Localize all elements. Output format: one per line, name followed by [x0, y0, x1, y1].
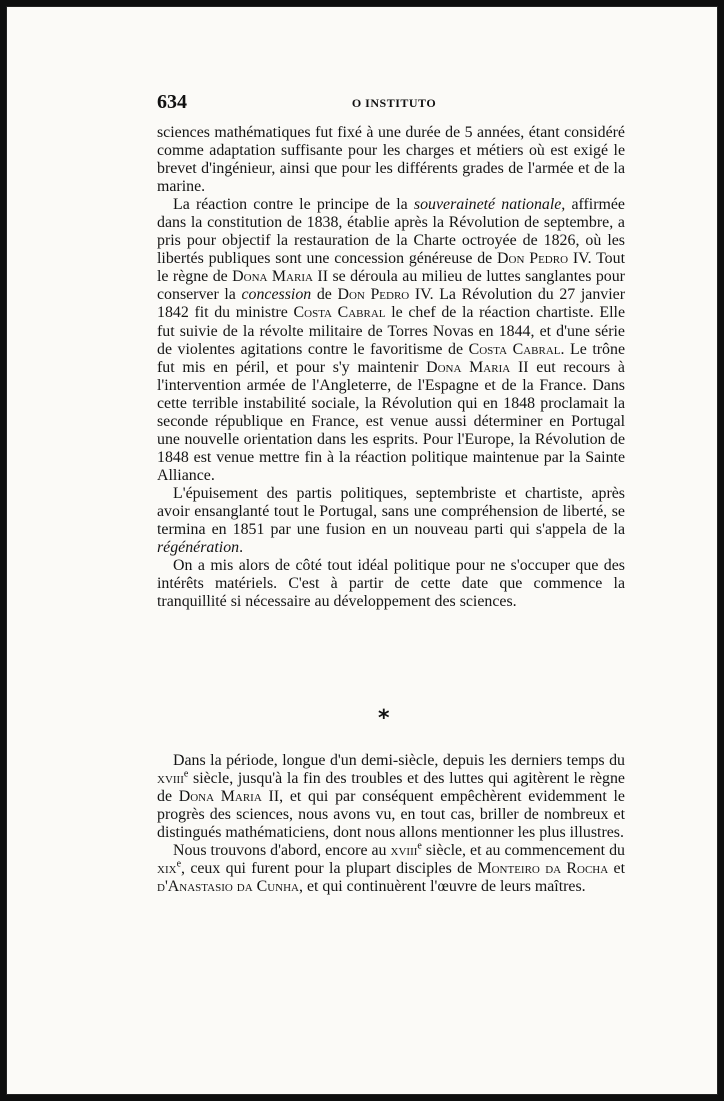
- text-run: Dans la période, longue d'un demi-siècle, depuis les derniers temps du: [173, 752, 625, 769]
- century-numeral: xviii: [157, 770, 184, 788]
- person-name: Costa Cabral: [293, 304, 386, 322]
- body-text-upper: [157, 124, 625, 611]
- text-run: II eut recours à l'intervention armée de l'Angleterre, de l'Espagne et de la France. Dans cette terrible instabilité sociale, la Révolution qui en 1848 proclamait la seconde république en France, est venue aussi déterminer en Portugal une nouvelle orientation dans les esprits. Pour l'Europe, la Révolution de 1848 est venue mettre fin à la réaction politique maintenue par la Sainte Alliance.: [157, 358, 625, 484]
- text-run: de: [311, 286, 338, 304]
- paragraph-3: [157, 485, 625, 557]
- text-run: II, et qui par conséquent empêchèrent evidemment le progrès des sciences, nous avons vu, en tout cas, briller de nombreux et distingués mathématiciens, dont nous allons mentionner les plus illustres.: [157, 788, 625, 842]
- text-run: , ceux qui furent pour la plupart disciples de: [181, 860, 478, 878]
- century-numeral: xviii: [390, 842, 418, 860]
- section-separator-asterisk: *: [378, 706, 390, 731]
- paragraph-4: On a mis alors de côté tout idéal politique pour ne s'occuper que des intérêts matériels. C'est à partir de cette date que commence la tranquillité si nécessaire au développement des sciences.: [157, 557, 625, 611]
- person-name: Costa Cabral: [468, 340, 561, 358]
- text-run: La réaction contre le principe de la: [173, 196, 414, 214]
- text-run: et: [608, 860, 626, 878]
- page-header: [157, 91, 631, 115]
- person-name: Don Pedro: [337, 286, 410, 304]
- italic-run: régénération: [157, 539, 240, 557]
- superscript: e: [417, 840, 422, 852]
- superscript: e: [176, 858, 182, 870]
- text-run: affirmée dans la constitution de 1838, établie après la Révolution de septembre, a pris pour objectif la restauration de la Charte octroyée de 1826, où les libertés publiques sont une concession généreuse de: [157, 196, 625, 268]
- text-run: . Le trône fut mis en péril, et pour s'y maintenir: [157, 340, 625, 376]
- page-number: 634: [157, 91, 187, 113]
- paragraph-1: sciences mathématiques fut fixé à une durée de 5 années, étant considéré comme adaptation suffisante pour les charges et métiers où est exigé le brevet d'ingénieur, ainsi que pour les différents grades de l'armée et de la marine.: [157, 124, 625, 196]
- superscript: e: [183, 768, 189, 780]
- person-name: Don Pedro: [497, 250, 569, 268]
- text-run: L'épuisement des partis politiques, septembriste et chartiste, après avoir ensanglanté tout le Portugal, sans une compréhension de liberté, se termina en 1851 par une fusion en un nouveau parti qui s'appela de la: [157, 484, 625, 539]
- person-name: Dona Maria: [178, 788, 262, 806]
- text-run: siècle, et au commencement du: [421, 842, 625, 860]
- text-run: Nous trouvons d'abord, encore au: [173, 842, 391, 860]
- paragraph-2: [157, 196, 625, 485]
- text-run: le chef de la réaction chartiste. Elle fut suivie de la révolte militaire de Torres Novas en 1844, et d'une série de violentes agitations contre le favoritisme de: [157, 304, 626, 358]
- italic-run: souveraineté nationale,: [413, 196, 566, 214]
- body-text-lower: [157, 752, 625, 896]
- running-title: O INSTITUTO: [351, 96, 437, 110]
- text-run: , et qui continuèrent l'œuvre de leurs maîtres.: [299, 878, 586, 896]
- paragraph-6: [157, 842, 625, 896]
- person-name: Dona Maria: [232, 268, 313, 286]
- text-run: IV. La Révolution du 27 janvier 1842 fit du ministre: [157, 286, 625, 322]
- century-numeral: xix: [157, 860, 177, 878]
- text-run: II se déroula au milieu de luttes sanglantes pour conserver la: [157, 268, 625, 304]
- text-run: .: [239, 539, 244, 557]
- text-run: siècle, jusqu'à la fin des troubles et des luttes qui agitèrent le règne de: [157, 770, 625, 806]
- paragraph-5: [157, 752, 625, 842]
- person-name: Monteiro da Rocha: [477, 860, 609, 878]
- italic-run: concession: [241, 286, 312, 304]
- person-name: d'Anastasio da Cunha: [157, 878, 300, 896]
- text-run: IV. Tout le règne de: [157, 250, 625, 286]
- person-name: Dona Maria: [426, 358, 511, 376]
